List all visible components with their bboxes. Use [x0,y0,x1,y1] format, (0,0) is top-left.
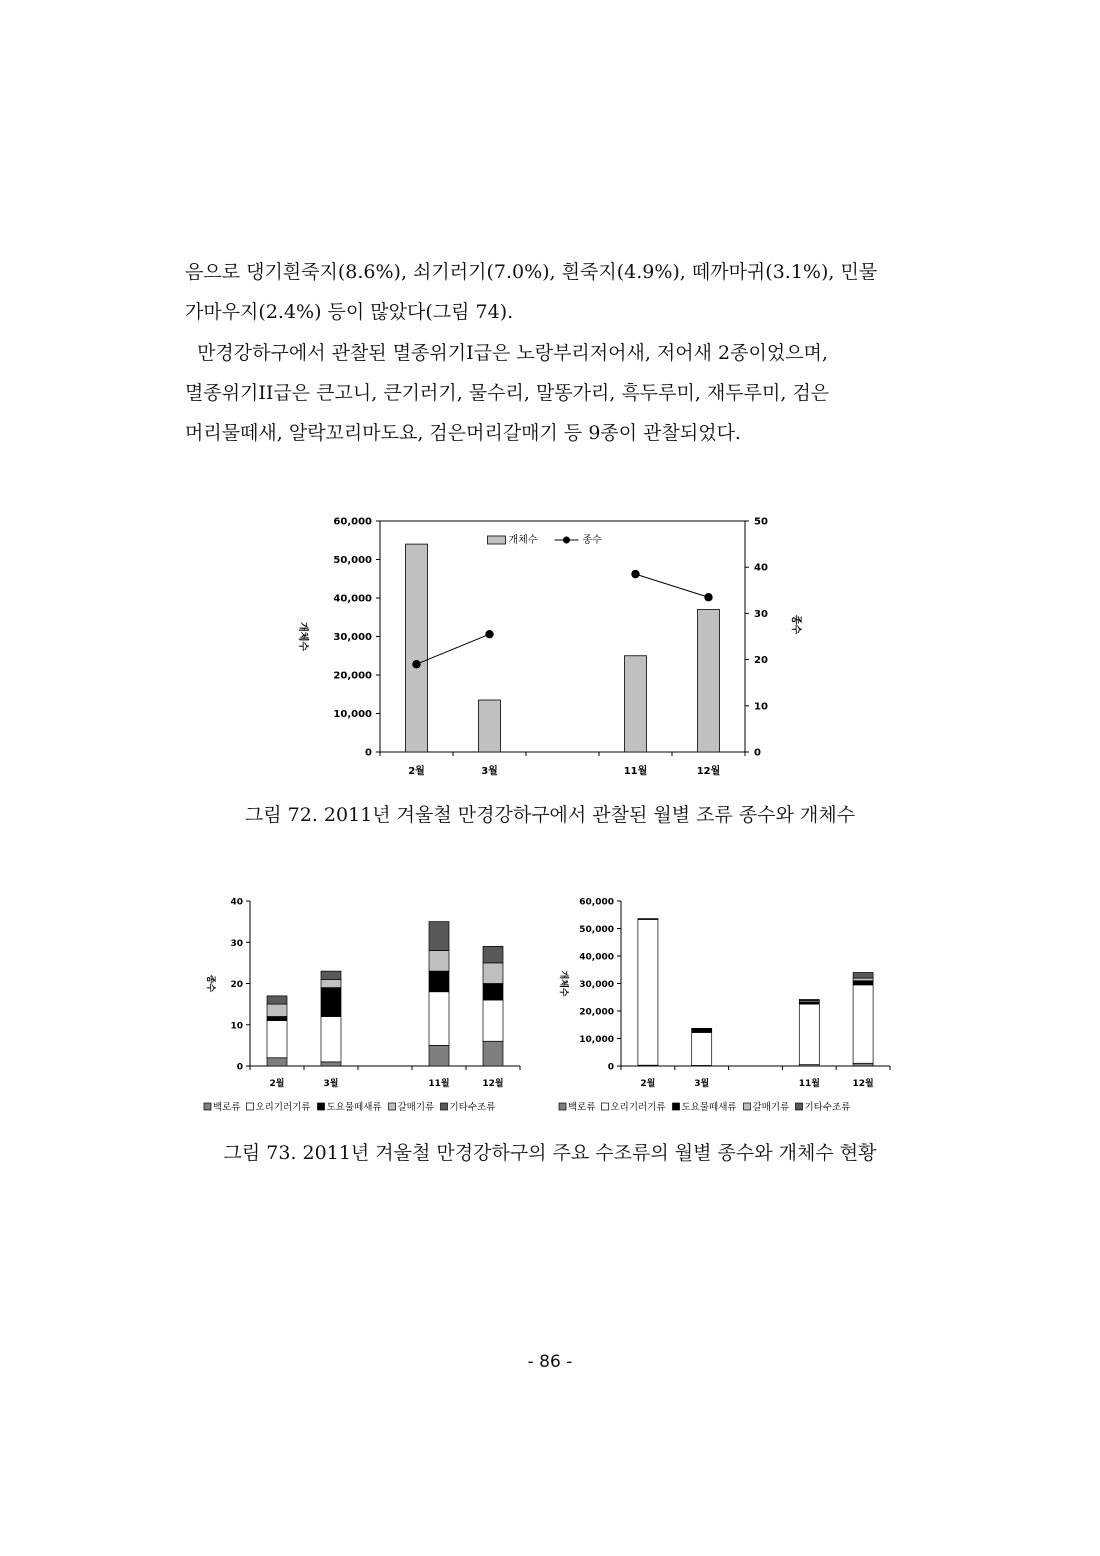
x-axis-tick-label: 12월 [482,1079,504,1089]
bar-individuals [698,610,720,752]
legend-marker-species [563,537,570,544]
stacked-bar-segment [853,985,873,1063]
species-point [631,570,639,578]
stacked-bar-segment [483,1041,503,1066]
y-axis-tick-label: 20 [230,980,243,990]
left-axis-tick-label: 0 [365,747,372,759]
stacked-bar-segment [267,1004,287,1016]
legend-label-individuals: 개체수 [508,535,538,546]
y-axis-label-left: 개체수 [297,622,308,651]
stacked-bar-segment [429,951,449,972]
species-line-segment [636,574,709,597]
text-line: 음으로 댕기흰죽지(8.6%), 쇠기러기(7.0%), 흰죽지(4.9%), 떼까마귀(3.1%), 민물 [185,261,878,283]
text-line: 가마우지(2.4%) 등이 많았다(그림 74). [185,301,514,323]
legend-label: 도요물떼새류 [326,1102,382,1113]
legend-label: 백로류 [213,1102,241,1113]
legend-swatch [796,1103,803,1110]
y-axis-label: 개체수 [558,970,568,997]
y-axis-tick-label: 10 [230,1021,243,1032]
right-axis-tick-label: 50 [754,516,768,528]
y-axis-tick-label: 0 [236,1062,243,1073]
legend-label: 기타수조류 [449,1102,496,1113]
y-axis-tick-label: 30,000 [579,980,614,990]
figure-73-individuals-chart [545,888,915,1118]
legend-label: 오리기러기류 [610,1102,666,1113]
bar-individuals [479,700,501,752]
y-axis-tick-label: 30 [230,938,243,949]
y-axis-label: 종수 [205,974,215,993]
legend-swatch-individuals [488,536,506,544]
stacked-bar-segment [321,1062,341,1066]
left-axis-tick-label: 50,000 [333,555,372,566]
legend-label: 도요물떼새류 [681,1102,737,1113]
figure-72-caption: 그림 72. 2011년 겨울철 만경강하구에서 관찰된 월별 조류 종수와 개체수 [244,804,856,826]
y-axis-tick-label: 60,000 [579,897,614,908]
species-point [704,593,712,601]
stacked-bar-segment [692,1029,712,1032]
right-axis-tick-label: 20 [754,655,768,667]
legend-swatch [602,1103,609,1110]
body-paragraph-1 [185,252,915,332]
x-axis-tick-label: 3월 [323,1079,339,1089]
left-axis-tick-label: 30,000 [333,632,372,643]
stacked-bar-segment [267,1021,287,1058]
stacked-bar-segment [483,1000,503,1041]
right-axis-tick-label: 30 [754,608,768,620]
legend-swatch [389,1103,396,1110]
plot-area [380,521,745,752]
legend-swatch [559,1103,566,1110]
y-axis-tick-label: 50,000 [579,925,614,935]
stacked-bar-segment [799,999,819,1000]
x-axis-tick-label: 12월 [852,1079,874,1089]
text-line: 멸종위기II급은 큰고니, 큰기러기, 물수리, 말똥가리, 흑두루미, 재두루미, 검은 [185,382,830,404]
figure-73-caption: 그림 73. 2011년 겨울철 만경강하구의 주요 수조류의 월별 종수와 개체수 현황 [223,1142,877,1164]
stacked-bar-segment [321,1017,341,1062]
stacked-bar-segment [321,971,341,979]
stacked-bar-segment [321,979,341,987]
legend-label: 갈매기류 [752,1102,790,1113]
x-axis-tick-label: 11월 [798,1079,820,1089]
legend-label: 갈매기류 [397,1102,435,1113]
legend-label: 백로류 [568,1102,596,1113]
legend-swatch [441,1103,448,1110]
stacked-bar-segment [267,996,287,1004]
species-point [412,660,420,668]
stacked-bar-segment [853,978,873,981]
stacked-bar-segment [853,981,873,985]
y-axis-tick-label: 10,000 [579,1035,614,1045]
y-axis-tick-label: 0 [607,1062,614,1073]
stacked-bar-segment [638,919,658,1065]
page-number: - 86 - [527,1352,573,1372]
figure-73-species-chart [190,888,530,1118]
right-axis-tick-label: 10 [754,701,768,713]
y-axis-label-right: 종수 [790,614,801,635]
x-axis-tick-label: 11월 [623,766,648,777]
stacked-bar-segment [321,988,341,1017]
species-point [485,630,493,638]
stacked-bar-segment [429,922,449,951]
stacked-bar-segment [429,992,449,1046]
stacked-bar-segment [483,963,503,984]
legend-swatch [744,1103,751,1110]
legend-swatch [673,1103,680,1110]
bar-individuals [406,544,428,752]
stacked-bar-segment [483,946,503,963]
right-axis-tick-label: 0 [754,747,761,759]
left-axis-tick-label: 60,000 [333,516,372,528]
legend-label-species: 종수 [582,535,602,546]
stacked-bar-segment [692,1032,712,1065]
x-axis-tick-label: 3월 [481,766,498,777]
legend-swatch [318,1103,325,1110]
right-axis-tick-label: 40 [754,562,768,574]
y-axis-tick-label: 20,000 [579,1007,614,1018]
legend-swatch [204,1103,211,1110]
left-axis-tick-label: 10,000 [333,709,372,720]
x-axis-tick-label: 12월 [696,766,721,777]
stacked-bar-segment [853,1063,873,1066]
bar-individuals [625,656,647,752]
x-axis-tick-label: 3월 [694,1079,710,1089]
stacked-bar-segment [429,971,449,992]
stacked-bar-segment [799,1004,819,1065]
stacked-bar-segment [267,1017,287,1021]
left-axis-tick-label: 40,000 [333,593,372,605]
figure-72-chart [270,505,830,795]
x-axis-tick-label: 11월 [428,1079,450,1089]
text-line: 머리물떼새, 알락꼬리마도요, 검은머리갈매기 등 9종이 관찰되었다. [185,422,741,444]
legend-label: 오리기러기류 [255,1102,311,1113]
y-axis-tick-label: 40 [230,897,243,908]
stacked-bar-segment [267,1058,287,1066]
x-axis-tick-label: 2월 [408,766,425,777]
legend-label: 기타수조류 [804,1102,851,1113]
left-axis-tick-label: 20,000 [333,670,372,682]
x-axis-tick-label: 2월 [269,1079,285,1089]
stacked-bar-segment [429,1045,449,1066]
legend-swatch [247,1103,254,1110]
stacked-bar-segment [853,973,873,979]
body-paragraph-2 [185,333,915,453]
y-axis-tick-label: 40,000 [579,952,614,963]
stacked-bar-segment [483,984,503,1001]
text-line: 만경강하구에서 관찰된 멸종위기I급은 노랑부리저어새, 저어새 2종이었으며, [185,342,828,364]
x-axis-tick-label: 2월 [640,1079,656,1089]
